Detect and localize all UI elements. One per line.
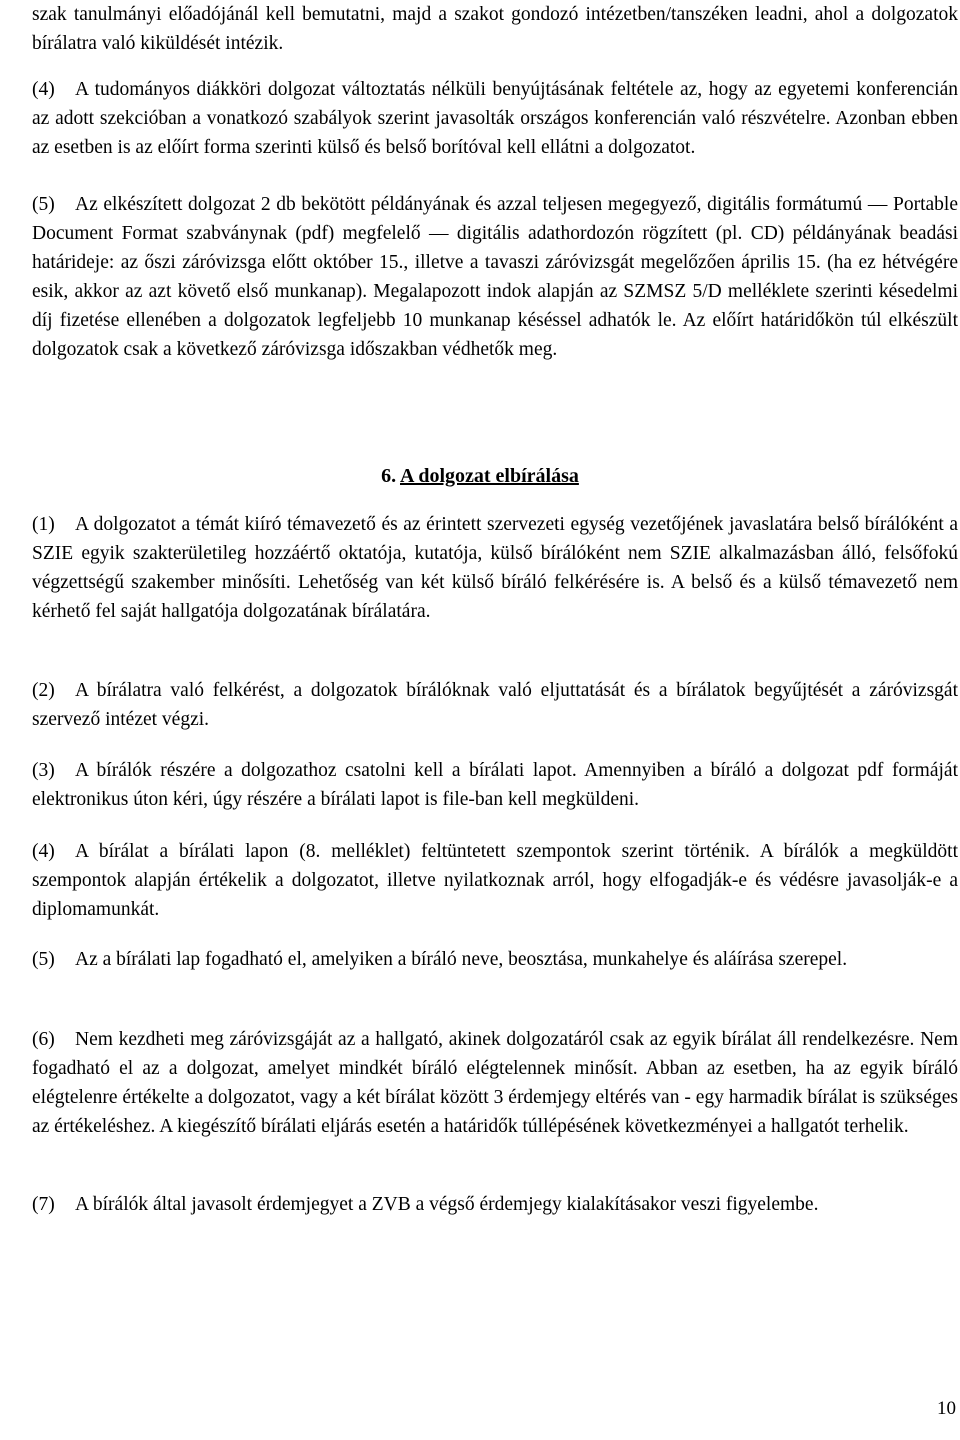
section-paragraph-4 <box>32 837 958 924</box>
paragraph-text: Nem kezdheti meg záróvizsgáját az a hallgató, akinek dolgozatáról csak az egyik bírálat áll rendelkezésre. Nem fogadható el az a dolgozat, amelyet mindkét bíráló elégtelennek minősít. Abban az esetben, ha az egyik bíráló elégtelenre értékelte a dolgozatot, vagy a két bírálat között 3 érdemjegy eltérés van - egy harmadik bírálat is szükséges az értékeléshez. A kiegészítő bírálati eljárás esetén a határidők túllépésének következményei a hallgatót terhelik. <box>32 1029 958 1137</box>
paragraph-text: Az elkészített dolgozat 2 db bekötött példányának és azzal teljesen megegyező, digitális formátumú — Portable Document Format szabványnak (pdf) megfelelő — digitális adathordozón rögzített (pl. CD) példányának beadási határideje: az őszi záróvizsga előtt október 15., illetve a tavaszi záróvizsgát megelőzően április 15. (ha ez hétvégére esik, akkor az azt követő első munkanap). Megalapozott indok alapján az SZMSZ 5/D melléklete szerinti késedelmi díj fizetése ellenében a dolgozatok legfeljebb 10 munkanap késéssel adhatók le. Az előírt határidőkön túl elkészült dolgozatok csak a következő záróvizsga időszakban védhetők meg. <box>32 194 958 360</box>
section-paragraph-1 <box>32 510 958 626</box>
section-paragraph-5 <box>32 945 958 974</box>
paragraph-number: (1) <box>32 514 55 535</box>
paragraph-text: A tudományos diákköri dolgozat változtatás nélküli benyújtásának feltétele az, hogy az egyetemi konferencián az adott szekcióban a vonatkozó szabályok szerint javasolták országos konferencián való részvételre. Azonban ebben az esetben is az előírt forma szerinti külső és belső borítóval kell ellátni a dolgozatot. <box>32 79 958 158</box>
paragraph-text: A bírálók részére a dolgozathoz csatolni kell a bírálati lapot. Amennyiben a bíráló a dolgozat pdf formáját elektronikus úton kéri, úgy részére a bírálati lapot is file-ban kell megküldeni. <box>32 760 958 810</box>
paragraph-number: (7) <box>32 1194 55 1215</box>
paragraph-text: A bírálat a bírálati lapon (8. melléklet) feltüntetett szempontok szerint történik. A bírálók a megküldött szempontok alapján értékelik a dolgozatot, illetve nyilatkoznak arról, hogy elfogadják-e és védésre javasolják-e a diplomamunkát. <box>32 841 958 920</box>
paragraph-number: (5) <box>32 194 55 215</box>
paragraph-number: (6) <box>32 1029 55 1050</box>
paragraph-text: szak tanulmányi előadójánál kell bemutatni, majd a szakot gondozó intézetben/tanszéken leadni, ahol a dolgozatok bírálatra való kiküldését intézik. <box>32 4 958 54</box>
section-title: A dolgozat elbírálása <box>400 465 579 487</box>
section-paragraph-7 <box>32 1190 958 1219</box>
paragraph-number: (4) <box>32 79 55 100</box>
paragraph-text: A bírálók által javasolt érdemjegyet a ZVB a végső érdemjegy kialakításakor veszi figyelembe. <box>75 1194 819 1215</box>
paragraph-text: A dolgozatot a témát kiíró témavezető és az érintett szervezeti egység vezetőjének javaslatára belső bírálóként a SZIE egyik szakterületileg hozzáértő oktatója, kutatója, külső bírálóként nem SZIE alkalmazásban álló, felsőfokú végzettségű szakember minősíti. Lehetőség van két külső bíráló felkérésére is. A belső és a külső témavezető nem kérhető fel saját hallgatója dolgozatának bírálatára. <box>32 514 958 622</box>
section-paragraph-2 <box>32 676 958 734</box>
paragraph-text: A bírálatra való felkérést, a dolgozatok bírálóknak való eljuttatását és a bírálatok begyűjtését a záróvizsgát szervező intézet végzi. <box>32 680 958 730</box>
paragraph-text: Az a bírálati lap fogadható el, amelyiken a bíráló neve, beosztása, munkahelye és aláírása szerepel. <box>75 949 848 970</box>
section-number: 6. <box>381 465 397 487</box>
section-paragraph-6 <box>32 1025 958 1141</box>
section-paragraph-3 <box>32 756 958 814</box>
paragraph-number: (5) <box>32 949 55 970</box>
paragraph-number: (3) <box>32 760 55 781</box>
paragraph-5 <box>32 190 958 364</box>
page-number: 10 <box>937 1398 956 1419</box>
paragraph-number: (4) <box>32 841 55 862</box>
paragraph-continued <box>32 0 958 58</box>
paragraph-number: (2) <box>32 680 55 701</box>
section-heading <box>0 462 960 491</box>
paragraph-4 <box>32 75 958 162</box>
